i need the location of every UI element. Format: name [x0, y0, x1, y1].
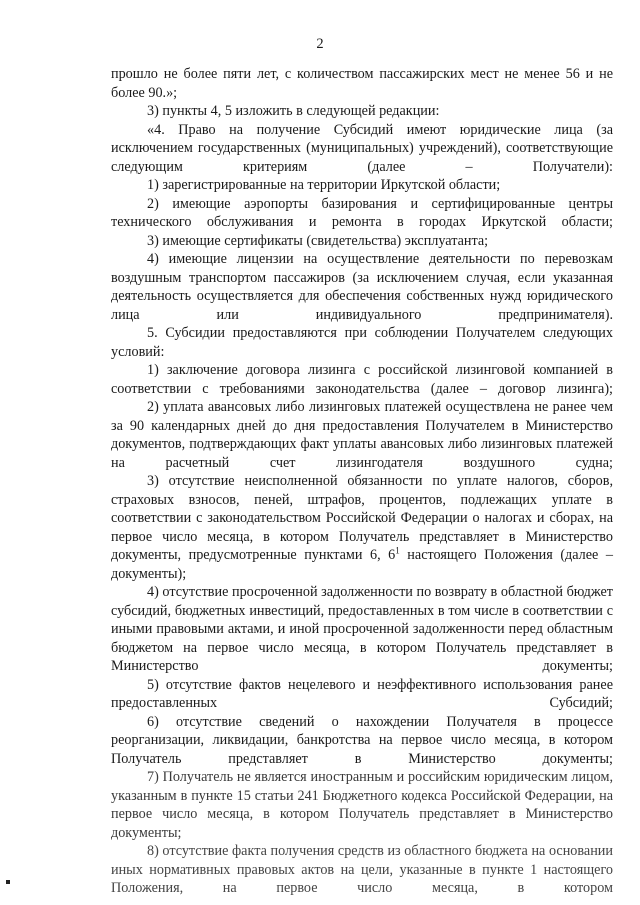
paragraph-continuation: прошло не более пяти лет, с количеством пассажирских мест не менее 56 и не более 90.»; — [111, 66, 613, 101]
paragraph-item-3: 3) пункты 4, 5 изложить в следующей редакции: — [147, 103, 440, 119]
condition-3-tail: настоящего Положения (далее – документы); — [111, 547, 613, 582]
paragraph-condition-3 — [111, 472, 613, 583]
paragraph-condition-1: 1) заключение договора лизинга с российской лизинговой компанией в соответствии с требованиями законодательства (далее – договор лизинга); — [111, 362, 613, 397]
scan-mark — [6, 880, 10, 884]
page-number: 2 — [316, 36, 324, 52]
paragraph-criterion-3: 3) имеющие сертификаты (свидетельства) эксплуатанта; — [147, 232, 489, 249]
paragraph-condition-8: 8) отсутствие факта получения средств из областного бюджета на основании иных нормативных правовых актов на цели, указанные в пункте 1 настоящего Положения, на первое число месяца, в котором — [111, 843, 613, 896]
condition-3-text: 3) отсутствие неисполненной обязанности по уплате налогов, сборов, страховых взносов, пеней, штрафов, процентов, подлежащих уплате в соответствии с законодательством Российской Федерации о налогах и сборах, на первое число месяца, в котором Получатель представляет в Министерство документы, предусмотренные пунктами 6, 6 — [111, 473, 613, 563]
paragraph-condition-6: 6) отсутствие сведений о нахождении Получателя в процессе реорганизации, ликвидации, банкротства на первое число месяца, в котором Получатель представляет в Министерство документы; — [111, 713, 613, 767]
paragraph-point-5: 5. Субсидии предоставляются при соблюдении Получателем следующих условий: — [111, 325, 613, 360]
paragraph-condition-7: 7) Получатель не является иностранным и российским юридическим лицом, указанным в пункте 15 статьи 241 Бюджетного кодекса Российской Федерации, на первое число месяца, в котором Получатель представляет в Министерство документы; — [111, 769, 613, 841]
document-body — [111, 65, 613, 898]
paragraph-condition-5: 5) отсутствие фактов нецелевого и неэффективного использования ранее предоставленных Субсидий; — [111, 676, 613, 711]
paragraph-point-4: «4. Право на получение Субсидий имеют юридические лица (за исключением государственных (муниципальных) учреждений), соответствующие следующим критериям (далее – Получатели): — [111, 121, 613, 175]
paragraph-condition-2: 2) уплата авансовых либо лизинговых платежей осуществлена не ранее чем за 90 календарных дней до дня предоставления Получателем в Министерство документов, подтверждающих факт уплаты авансовых либо лизинговых платежей на расчетный счет лизингодателя воздушного судна; — [111, 399, 613, 471]
paragraph-condition-4: 4) отсутствие просроченной задолженности по возврату в областной бюджет субсидий, бюджетных инвестиций, предоставленных в том числе в соответствии с иными правовыми актами, и иной просроченной задолженности перед областным бюджетом на первое число месяца, в котором Получатель представляет в Министерство документы; — [111, 584, 613, 674]
superscript-index: 1 — [395, 545, 400, 556]
paragraph-criterion-2: 2) имеющие аэропорты базирования и сертифицированные центры технического обслуживания и ремонта в городах Иркутской области; — [111, 195, 613, 230]
paragraph-criterion-1: 1) зарегистрированные на территории Иркутской области; — [147, 177, 501, 193]
paragraph-criterion-4: 4) имеющие лицензии на осуществление деятельности по перевозкам воздушным транспортом пассажиров (за исключением случая, если указанная деятельность осуществляется для обеспечения собственных нужд юридического лица или индивидуального предпринимателя). — [111, 251, 613, 323]
